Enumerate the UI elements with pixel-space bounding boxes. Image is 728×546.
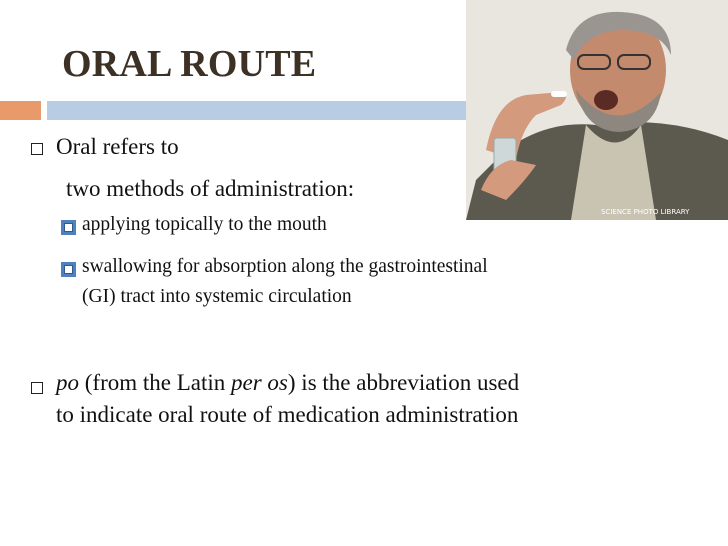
title-accent-bar-blue <box>47 101 467 120</box>
sub-bullet-2-text: swallowing for absorption along the gastrointestinal <box>82 256 488 277</box>
sub-bullet-icon <box>61 262 76 277</box>
bullet1-text: Oral refers to <box>56 134 179 159</box>
bullet-square-icon <box>31 143 43 155</box>
bullet2-text <box>56 370 519 396</box>
slide-title: ORAL ROUTE <box>62 43 317 85</box>
bullet2-post: ) is the abbreviation used <box>287 370 520 395</box>
latin-per-os: per os <box>231 370 288 395</box>
po-abbreviation: po <box>56 370 79 395</box>
sub-bullet-1-text: applying topically to the mouth <box>82 214 327 235</box>
title-accent-bar-orange <box>0 101 41 120</box>
photo-illustration <box>466 0 728 220</box>
sub-bullet-icon <box>61 220 76 235</box>
photo-watermark: SCIENCE PHOTO LIBRARY <box>601 208 690 216</box>
bullet2-text-continued: to indicate oral route of medication administration <box>56 402 519 427</box>
bullet-square-icon <box>31 382 43 394</box>
bullet1-text-continued: two methods of administration: <box>66 176 355 201</box>
man-taking-pill-photo <box>466 0 728 220</box>
sub-bullet-2-text-continued: (GI) tract into systemic circulation <box>82 286 352 307</box>
bullet2-pre: (from the Latin <box>79 370 232 395</box>
